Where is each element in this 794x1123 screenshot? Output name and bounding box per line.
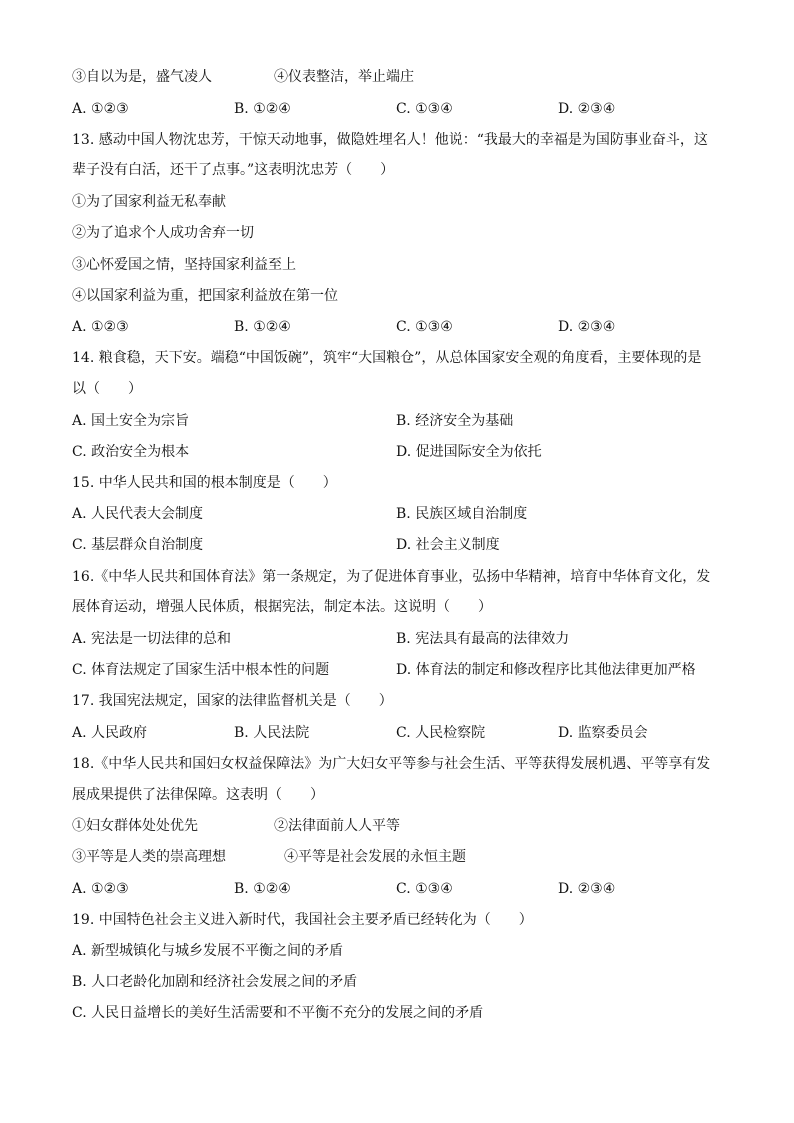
q14-option-b: B. 经济安全为基础 [396, 413, 514, 429]
q18-statement-1: ①妇女群体处处优先 [72, 818, 198, 834]
q18-option-a: A. ①②③ [72, 881, 129, 897]
q15-option-d: D. 社会主义制度 [396, 537, 500, 553]
q14-option-d: D. 促进国际安全为依托 [396, 444, 542, 460]
q15-option-c: C. 基层群众自治制度 [72, 537, 204, 553]
q17-option-a: A. 人民政府 [72, 725, 148, 741]
q13-statement-1: ①为了国家利益无私奉献 [72, 194, 226, 210]
q18-statement-2: ②法律面前人人平等 [274, 818, 400, 834]
q13-stem-line1: 13. 感动中国人物沈忠芳，干惊天动地事，做隐姓埋名人！他说：“我最大的幸福是为国防事业奋斗，这 [72, 132, 708, 148]
q15-stem: 15. 中华人民共和国的根本制度是（ ） [72, 475, 337, 491]
q12-option-d: D. ②③④ [558, 101, 616, 117]
q18-stem-line2: 展成果提供了法律保障。这表明（ ） [72, 787, 324, 803]
q17-option-d: D. 监察委员会 [558, 725, 648, 741]
q13-option-a: A. ①②③ [72, 319, 129, 335]
q18-option-d: D. ②③④ [558, 881, 616, 897]
q15-option-b: B. 民族区域自治制度 [396, 506, 528, 522]
q17-option-c: C. 人民检察院 [396, 725, 486, 741]
q13-statement-2: ②为了追求个人成功舍弃一切 [72, 225, 254, 241]
q13-option-d: D. ②③④ [558, 319, 616, 335]
q12-option-c: C. ①③④ [396, 101, 453, 117]
q13-statement-4: ④以国家利益为重，把国家利益放在第一位 [72, 288, 338, 304]
q16-option-b: B. 宪法具有最高的法律效力 [396, 631, 570, 647]
q16-option-c: C. 体育法规定了国家生活中根本性的问题 [72, 662, 330, 678]
q13-option-b: B. ①②④ [234, 319, 291, 335]
q18-statement-4: ④平等是社会发展的永恒主题 [284, 849, 466, 865]
q13-stem-line2: 辈子没有白活，还干了点事。”这表明沈忠芳（ ） [72, 162, 395, 178]
q19-option-a: A. 新型城镇化与城乡发展不平衡之间的矛盾 [72, 943, 344, 959]
q19-option-b: B. 人口老龄化加剧和经济社会发展之间的矛盾 [72, 974, 358, 990]
q12-statement-4: ④仪表整洁，举止端庄 [274, 69, 414, 85]
q13-statement-3: ③心怀爱国之情，坚持国家利益至上 [72, 257, 296, 273]
q18-option-b: B. ①②④ [234, 881, 291, 897]
q16-stem-line1: 16.《中华人民共和国体育法》第一条规定，为了促进体育事业，弘扬中华精神，培育中华体育文化，发 [72, 569, 711, 585]
q17-stem: 17. 我国宪法规定，国家的法律监督机关是（ ） [72, 693, 393, 709]
q14-option-a: A. 国土安全为宗旨 [72, 413, 190, 429]
q16-option-a: A. 宪法是一切法律的总和 [72, 631, 232, 647]
q18-stem-line1: 18.《中华人民共和国妇女权益保障法》为广大妇女平等参与社会生活、平等获得发展机遇、平等享有发 [72, 756, 711, 772]
q14-option-c: C. 政治安全为根本 [72, 444, 190, 460]
q12-option-a: A. ①②③ [72, 101, 129, 117]
q15-option-a: A. 人民代表大会制度 [72, 506, 204, 522]
q18-statement-3: ③平等是人类的崇高理想 [72, 849, 226, 865]
q16-option-d: D. 体育法的制定和修改程序比其他法律更加严格 [396, 662, 696, 678]
q16-stem-line2: 展体育运动，增强人民体质，根据宪法，制定本法。这说明（ ） [72, 599, 492, 615]
q13-option-c: C. ①③④ [396, 319, 453, 335]
q12-statement-3: ③自以为是，盛气凌人 [72, 69, 212, 85]
q18-option-c: C. ①③④ [396, 881, 453, 897]
q14-stem-line1: 14. 粮食稳，天下安。端稳“中国饭碗”，筑牢“大国粮仓”，从总体国家安全观的角度看，主要体现的是 [72, 350, 702, 366]
q19-stem: 19. 中国特色社会主义进入新时代，我国社会主要矛盾已经转化为（ ） [72, 912, 533, 928]
q17-option-b: B. 人民法院 [234, 725, 310, 741]
q14-stem-line2: 以（ ） [72, 381, 142, 397]
q12-option-b: B. ①②④ [234, 101, 291, 117]
q19-option-c: C. 人民日益增长的美好生活需要和不平衡不充分的发展之间的矛盾 [72, 1005, 484, 1021]
